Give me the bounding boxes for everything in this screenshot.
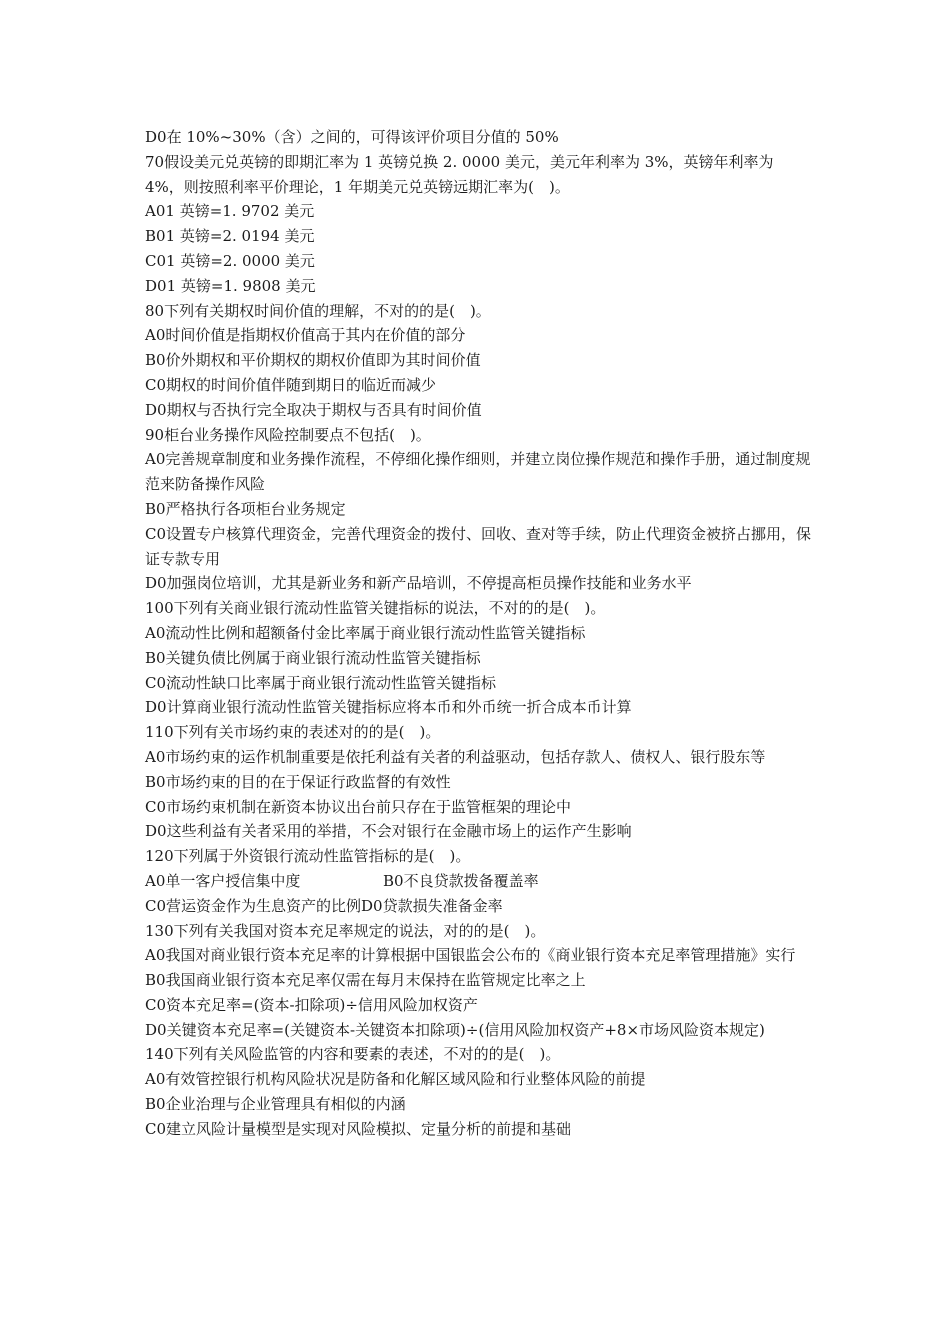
text-line: A0市场约束的运作机制重要是依托利益有关者的利益驱动，包括存款人、债权人、银行股东等 — [145, 747, 766, 766]
text-line: 90柜台业务操作风险控制要点不包括( )。 — [145, 425, 431, 444]
text-line: C0设置专户核算代理资金，完善代理资金的拨付、回收、查对等手续，防止代理资金被挤占挪用，保证专款专用 — [145, 524, 812, 568]
text-line: B0市场约束的目的在于保证行政监督的有效性 — [145, 772, 451, 791]
text-line: C01 英镑=2. 0000 美元 — [145, 251, 315, 270]
text-line: A0时间价值是指期权价值高于其内在价值的部分 — [145, 326, 466, 345]
text-line: C0资本充足率=(资本-扣除项)÷信用风险加权资产 — [145, 995, 478, 1014]
question-block-before — [145, 125, 815, 869]
text-line: B01 英镑=2. 0194 美元 — [145, 227, 315, 246]
text-line: A0完善规章制度和业务操作流程，不停细化操作细则，并建立岗位操作规范和操作手册，通过制度规范来防备操作风险 — [145, 450, 811, 494]
text-line: C0流动性缺口比率属于商业银行流动性监管关键指标 — [145, 673, 497, 692]
text-line: 100下列有关商业银行流动性监管关键指标的说法，不对的的是( )。 — [145, 599, 606, 618]
text-line: 140下列有关风险监管的内容和要素的表述，不对的的是( )。 — [145, 1045, 561, 1064]
text-line: C0期权的时间价值伴随到期日的临近而减少 — [145, 375, 437, 394]
q12-option-a: A0单一客户授信集中度 — [145, 871, 301, 890]
question-block-after — [145, 919, 815, 1142]
text-line: D0这些利益有关者采用的举措，不会对银行在金融市场上的运作产生影响 — [145, 822, 632, 841]
q12-option-b: B0不良贷款拨备覆盖率 — [383, 871, 539, 890]
text-line: A0我国对商业银行资本充足率的计算根据中国银监会公布的《商业银行资本充足率管理措施》实行 — [145, 946, 796, 965]
q12-options-row-2 — [145, 894, 815, 919]
text-line: A0有效管控银行机构风险状况是防备和化解区域风险和行业整体风险的前提 — [145, 1070, 646, 1089]
q12-option-c: C0营运资金作为生息资产的比例 — [145, 896, 362, 915]
text-line: D0在 10%~30%（含）之间的，可得该评价项目分值的 50% — [145, 128, 559, 146]
text-line: D01 英镑=1. 9808 美元 — [145, 276, 316, 295]
text-line: C0建立风险计量模型是实现对风险模拟、定量分析的前提和基础 — [145, 1119, 572, 1138]
text-line: D0计算商业银行流动性监管关键指标应将本币和外币统一折合成本币计算 — [145, 698, 632, 717]
text-line: 80下列有关期权时间价值的理解，不对的的是( )。 — [145, 301, 491, 320]
text-line: B0关键负债比例属于商业银行流动性监管关键指标 — [145, 648, 481, 667]
q12-options-row-1 — [145, 869, 815, 894]
text-line: B0我国商业银行资本充足率仅需在每月末保持在监管规定比率之上 — [145, 971, 586, 990]
text-line: B0企业治理与企业管理具有相似的内涵 — [145, 1095, 406, 1114]
text-line: D0加强岗位培训，尤其是新业务和新产品培训，不停提高柜员操作技能和业务水平 — [145, 574, 692, 593]
text-line: D0期权与否执行完全取决于期权与否具有时间价值 — [145, 400, 482, 419]
q12-option-d: D0贷款损失准备金率 — [361, 896, 503, 915]
text-line: B0严格执行各项柜台业务规定 — [145, 499, 346, 518]
text-line: 70假设美元兑英镑的即期汇率为 1 英镑兑换 2. 0000 美元，美元年利率为 3%，英镑年利率为 4%，则按照利率平价理论，1 年期美元兑英镑远期汇率为( )。 — [145, 152, 779, 196]
text-line: 120下列属于外资银行流动性监管指标的是( )。 — [145, 847, 471, 866]
text-line: A0流动性比例和超额备付金比率属于商业银行流动性监管关键指标 — [145, 623, 586, 642]
text-line: A01 英镑=1. 9702 美元 — [145, 202, 315, 221]
text-line: 110下列有关市场约束的表述对的的是( )。 — [145, 723, 441, 742]
text-line: 130下列有关我国对资本充足率规定的说法，对的的是( )。 — [145, 921, 546, 940]
text-line: B0价外期权和平价期权的期权价值即为其时间价值 — [145, 351, 481, 370]
text-line: D0关键资本充足率=(关键资本-关键资本扣除项)÷(信用风险加权资产+8×市场风险资本规定) — [145, 1020, 765, 1039]
text-line: C0市场约束机制在新资本协议出台前只存在于监管框架的理论中 — [145, 797, 572, 816]
document-body — [145, 125, 815, 1142]
